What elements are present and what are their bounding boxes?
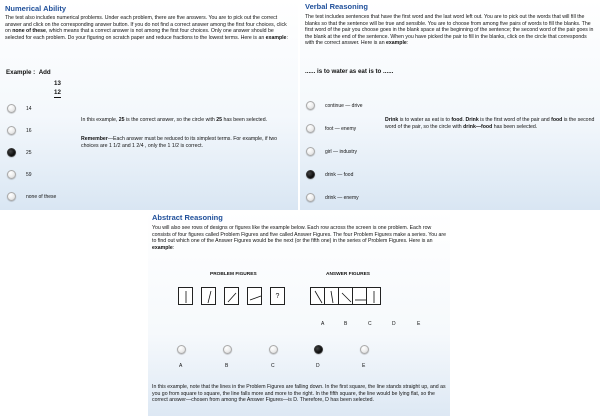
numerical-note-e: has been selected. <box>222 117 268 123</box>
answer-letter-c: C <box>368 321 372 327</box>
numerical-note-a: In this example, <box>81 117 119 123</box>
abstract-intro <box>152 225 446 251</box>
verbal-note-i: drink—food <box>463 123 493 130</box>
answer-letter-b: B <box>344 321 348 327</box>
verbal-note-g: food <box>551 117 563 123</box>
abstract-option-d-radio[interactable] <box>314 345 323 354</box>
numerical-option-25-radio[interactable] <box>7 148 16 157</box>
verbal-intro-text: The test includes sentences that have the first word and the last word left out. You are to pick out the words that will fill the blanks so that the sentence will be true and sensible. You are to choose from among five pairs of words to fill the blanks. The first word of the pair you choose goes in the blank space at the beginning of the sentence; the second word of the pair goes in the blank at the end of the sentence. When you have picked the pair to fill in the blanks, click on the circle that corresponds with the correct answer. Here is an <box>305 14 594 47</box>
answer-figure-e-line <box>367 288 382 306</box>
answer-figure-e <box>366 287 381 305</box>
abstract-intro-example: example <box>152 244 173 251</box>
problem-figure-3-line <box>225 288 240 306</box>
problem-figure-4-line <box>248 288 263 306</box>
verbal-intro <box>305 14 596 47</box>
numerical-option-59-radio[interactable] <box>7 170 16 179</box>
numerical-option-16-radio[interactable] <box>7 126 16 135</box>
problem-figure-question <box>270 287 285 305</box>
verbal-reasoning-panel <box>300 0 600 210</box>
numerical-option-59-label: 59 <box>26 171 32 178</box>
answer-letter-e: E <box>417 321 421 327</box>
problem-figure-1 <box>178 287 193 305</box>
abstract-title: Abstract Reasoning <box>152 213 223 222</box>
numerical-option-16-label: 16 <box>26 127 32 134</box>
answer-figures-header: ANSWER FIGURES <box>326 272 370 277</box>
abstract-option-c-label: C <box>271 363 275 369</box>
problem-figure-3 <box>224 287 239 305</box>
numerical-remember-note <box>81 136 291 149</box>
abstract-option-e-radio[interactable] <box>360 345 369 354</box>
example-label-text: Example : <box>6 69 36 76</box>
numerical-intro-bold: none of these <box>12 28 46 35</box>
addend-1: 13 <box>54 80 61 87</box>
abstract-option-d-label: D <box>316 363 320 369</box>
numerical-title: Numerical Ability <box>5 4 66 13</box>
verbal-note-b: is to water as eat is to <box>398 117 452 123</box>
answer-figure-a <box>310 287 325 305</box>
numerical-option-none-label: none of these <box>26 193 57 200</box>
answer-figure-b <box>324 287 339 305</box>
numerical-option-14-label: 14 <box>26 105 32 112</box>
remember-text: —Each answer must be reduced to its simplest terms. For example, if two choices are 1 1/2 and 1 2/4 , only the 1 1/2 is correct. <box>81 136 278 149</box>
verbal-option-girl-industry-radio[interactable] <box>306 147 315 156</box>
addend-2: 12 <box>54 89 61 96</box>
answer-figure-d <box>352 287 367 305</box>
verbal-intro-example: example <box>386 40 407 47</box>
abstract-option-e-label: E <box>362 363 366 369</box>
verbal-note-h: is the second word of the pair, so the circle with <box>385 117 595 130</box>
problem-figure-2 <box>201 287 216 305</box>
numerical-intro-text-1: The test also includes numerical problems. Under each problem, there are five answers. You are to pick out the correct answer and click on the corresponding answer button. If you do not find a correct answer among the first four choices, click on <box>5 15 287 35</box>
numerical-intro-text-2: , which means that a correct answer is not among the first four choices. Only one answer should be selected for each problem. Do your figuring on scratch paper and reduce fractions to the lowest terms. Here is an <box>5 28 274 41</box>
abstract-option-b-label: B <box>225 363 229 369</box>
verbal-note-c: food <box>451 117 463 123</box>
example-label <box>6 69 51 76</box>
answer-letter-d: D <box>392 321 396 327</box>
numerical-note-b: 25 <box>118 117 125 123</box>
numerical-intro <box>5 15 292 41</box>
verbal-explanation <box>385 117 597 130</box>
verbal-option-drink-food-label: drink — food <box>325 171 354 178</box>
verbal-option-foot-enemy-radio[interactable] <box>306 124 315 133</box>
numerical-note-d: 25 <box>216 117 223 123</box>
verbal-option-foot-enemy-label: foot — enemy <box>325 125 357 132</box>
problem-figure-1-line <box>179 288 194 306</box>
problem-figure-2-line <box>202 288 217 306</box>
problem-figure-4 <box>247 287 262 305</box>
numerical-option-none-radio[interactable] <box>7 192 16 201</box>
numerical-intro-example: example <box>265 34 287 41</box>
problem-figures-header: PROBLEM FIGURES <box>210 272 257 277</box>
verbal-title: Verbal Reasoning <box>305 2 368 11</box>
numerical-ability-panel <box>0 0 298 210</box>
abstract-explanation: In this example, note that the lines in the Problem Figures are falling down. In the first square, the line stands straight up, and as you go from square to square, the line falls more and more to the right. In the fifth square, the line would be lying flat, so the correct answer—chosen from among the Answer Figures—is D. Therefore, D has been selected. <box>152 384 446 404</box>
verbal-option-drink-food-radio[interactable] <box>306 170 315 179</box>
verbal-intro-end: : <box>406 40 409 47</box>
abstract-intro-text: You will also see rows of designs or figures like the example below. Each row across the screen is one problem. Each row consists of four figures called Problem Figures and five called Answer Figures. The four Problem Figures make a series. You are to find out which one of the Answer Figures would be the next (or the fifth one) in the series of Problem Figures. Here is an <box>152 225 447 245</box>
numerical-option-25-label: 25 <box>26 149 32 156</box>
verbal-option-continue-drive-radio[interactable] <box>306 101 315 110</box>
abstract-option-b-radio[interactable] <box>223 345 232 354</box>
numerical-note-c: is the correct answer, so the circle with <box>124 117 217 123</box>
abstract-option-a-label: A <box>179 363 183 369</box>
numerical-intro-end: : <box>286 34 288 41</box>
abstract-option-c-radio[interactable] <box>269 345 278 354</box>
verbal-note-f: is the first word of the pair and <box>478 117 552 123</box>
numerical-option-14-radio[interactable] <box>7 104 16 113</box>
verbal-option-girl-industry-label: girl — industry <box>325 148 357 155</box>
abstract-reasoning-panel <box>148 210 450 416</box>
question-mark: ? <box>275 293 280 300</box>
answer-letter-a: A <box>321 321 325 327</box>
abstract-option-a-radio[interactable] <box>177 345 186 354</box>
verbal-note-j: has been selected. <box>492 123 538 130</box>
numerical-explanation <box>81 117 293 124</box>
abstract-intro-end: : <box>172 244 175 251</box>
verbal-note-d: . <box>462 117 466 123</box>
verbal-note-a: Drink <box>385 117 399 123</box>
verbal-option-drink-enemy-radio[interactable] <box>306 193 315 202</box>
verbal-sentence: ...... is to water as eat is to ...... <box>305 68 394 75</box>
verbal-option-continue-drive-label: continue — drive <box>325 102 363 109</box>
verbal-note-e: Drink <box>465 117 479 123</box>
remember-label: Remember <box>81 136 108 142</box>
example-operation: Add <box>38 69 51 76</box>
answer-figure-c <box>338 287 353 305</box>
verbal-option-drink-enemy-label: drink — enemy <box>325 194 359 201</box>
